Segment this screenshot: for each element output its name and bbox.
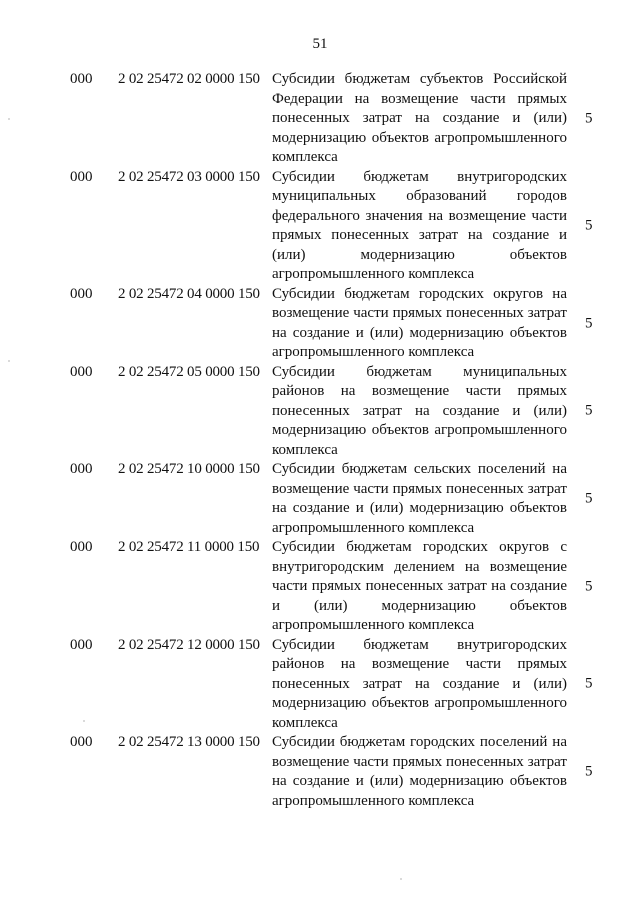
table-row	[0, 460, 640, 538]
revenue-name: Субсидии бюджетам городских округов на возмещение части прямых понесенных затрат на создание и (или) модернизацию объектов агропромышленного комплекса	[272, 285, 567, 360]
revenue-name: Субсидии бюджетам внутригородских муниципальных образований городов федерального значения на возмещение части прямых понесенных затрат на создание и (или) модернизацию объектов агропромышленного комплекса	[272, 168, 567, 282]
budget-code-table	[0, 70, 640, 811]
budget-classification-code: 2 02 25472 11 0000 150	[118, 539, 260, 555]
revenue-name: Субсидии бюджетам сельских поселений на возмещение части прямых понесенных затрат на создание и (или) модернизацию объектов агропромышленного комплекса	[272, 461, 567, 536]
budget-classification-code: 2 02 25472 12 0000 150	[118, 636, 260, 653]
page-number: 51	[312, 36, 328, 52]
revenue-name: Субсидии бюджетам городских округов с внутригородским делением на возмещение части прямых понесенных затрат на создание и (или) модернизацию объектов агропромышленного комплекса	[272, 539, 567, 633]
row-value: 5	[585, 490, 593, 507]
row-value: 5	[585, 110, 593, 126]
table-row	[0, 733, 640, 811]
scan-speck	[400, 878, 402, 880]
row-value: 5	[585, 675, 593, 692]
admin-code: 000	[70, 285, 93, 302]
row-value: 5	[585, 402, 593, 419]
revenue-name: Субсидии бюджетам внутригородских районов на возмещение части прямых понесенных затрат на создание и (или) модернизацию объектов агропромышленного комплекса	[272, 636, 567, 731]
admin-code: 000	[70, 539, 93, 555]
budget-classification-code: 2 02 25472 03 0000 150	[118, 168, 260, 185]
budget-classification-code: 2 02 25472 02 0000 150	[118, 71, 260, 87]
table-row	[0, 168, 640, 285]
row-value: 5	[585, 763, 593, 780]
scan-speck	[8, 360, 10, 362]
row-value: 5	[585, 578, 593, 594]
budget-classification-code: 2 02 25472 05 0000 150	[118, 363, 260, 380]
budget-classification-code: 2 02 25472 10 0000 150	[118, 461, 260, 477]
admin-code: 000	[70, 636, 93, 653]
revenue-name: Субсидии бюджетам муниципальных районов на возмещение части прямых понесенных затрат на создание и (или) модернизацию объектов агропромышленного комплекса	[272, 363, 567, 458]
admin-code: 000	[70, 168, 93, 185]
table-row	[0, 636, 640, 734]
admin-code: 000	[70, 363, 93, 380]
table-row	[0, 538, 640, 636]
admin-code: 000	[70, 71, 93, 87]
scan-speck	[8, 118, 10, 120]
scan-speck	[83, 720, 85, 722]
table-row	[0, 70, 640, 168]
revenue-name: Субсидии бюджетам городских поселений на возмещение части прямых понесенных затрат на создание и (или) модернизацию объектов агропромышленного комплекса	[272, 734, 567, 809]
admin-code: 000	[70, 734, 93, 750]
revenue-name: Субсидии бюджетам субъектов Российской Федерации на возмещение части прямых понесенных затрат на создание и (или) модернизацию объектов агропромышленного комплекса	[272, 71, 567, 165]
row-value: 5	[585, 217, 593, 234]
budget-classification-code: 2 02 25472 13 0000 150	[118, 734, 260, 750]
budget-classification-code: 2 02 25472 04 0000 150	[118, 285, 260, 302]
row-value: 5	[585, 314, 593, 331]
table-row	[0, 363, 640, 461]
table-row	[0, 285, 640, 363]
admin-code: 000	[70, 461, 93, 477]
